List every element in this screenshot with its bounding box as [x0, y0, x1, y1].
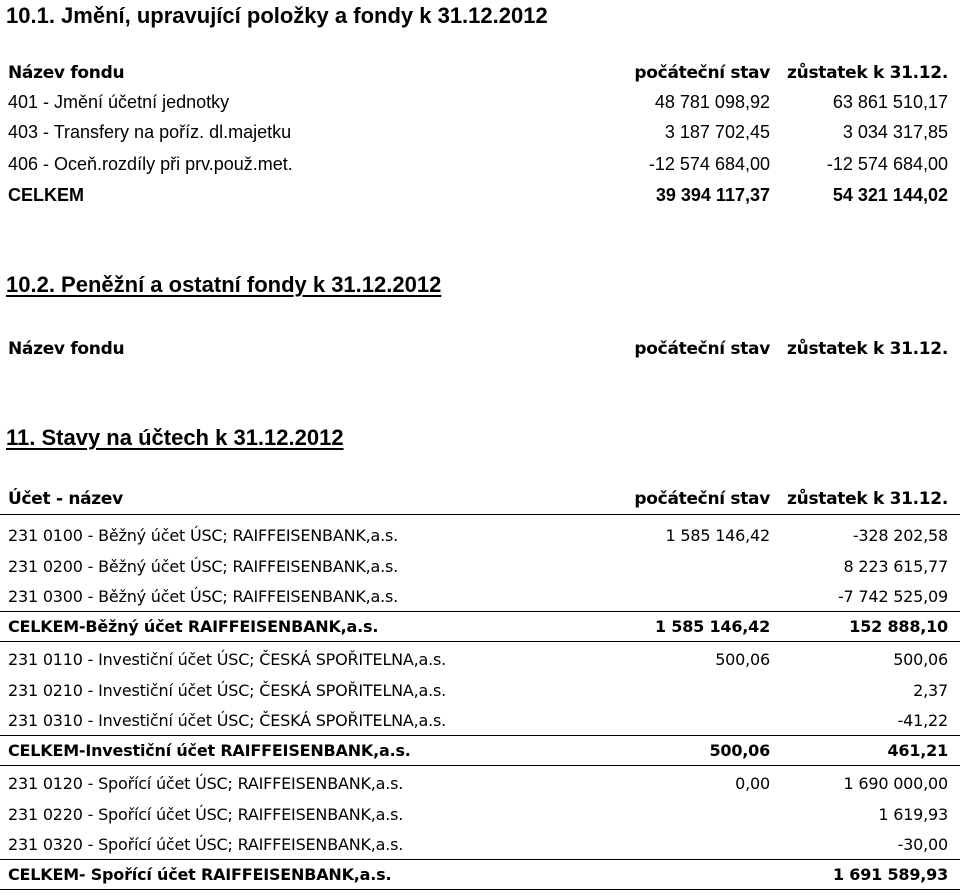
account-name: 231 0300 - Běžný účet ÚSC; RAIFFEISENBANK,a.s. [8, 587, 399, 606]
table-row [0, 552, 960, 581]
row-start-value: 48 781 098,92 [654, 92, 770, 112]
account-end-value: -328 202,58 [852, 526, 948, 545]
table-row [0, 769, 960, 798]
subtotal-row [0, 859, 960, 890]
section-title-11: 11. Stavy na účtech k 31.12.2012 [6, 425, 344, 450]
subtotal-end-value: 1 691 589,93 [832, 865, 948, 884]
subtotal-label: CELKEM-Investiční účet RAIFFEISENBANK,a.s. [8, 741, 411, 760]
account-name: 231 0320 - Spořící účet ÚSC; RAIFFEISENBANK,a.s. [8, 835, 404, 854]
subtotal-start-value: 1 585 146,42 [654, 617, 770, 636]
row-name: 403 - Transfery na poříz. dl.majetku [8, 122, 292, 142]
account-end-value: 8 223 615,77 [843, 557, 948, 576]
subtotal-end-value: 461,21 [887, 741, 948, 760]
subtotal-start-value: 500,06 [709, 741, 770, 760]
column-header-start: počáteční stav [634, 489, 770, 509]
account-name: 231 0100 - Běžný účet ÚSC; RAIFFEISENBANK,a.s. [8, 526, 399, 545]
account-name: 231 0110 - Investiční účet ÚSC; ČESKÁ SPOŘITELNA,a.s. [8, 650, 447, 669]
account-start-value: 0,00 [735, 774, 770, 793]
column-header-end: zůstatek k 31.12. [787, 339, 948, 359]
table-row [0, 118, 960, 147]
account-end-value: 1 619,93 [878, 805, 948, 824]
account-end-value: 1 690 000,00 [843, 774, 948, 793]
subtotal-end-value: 152 888,10 [849, 617, 948, 636]
table-header [0, 485, 960, 515]
row-end-value: -12 574 684,00 [826, 154, 948, 174]
section-title-10-1: 10.1. Jmění, upravující položky a fondy k 31.12.2012 [6, 3, 548, 28]
total-row [0, 181, 960, 210]
table-row [0, 150, 960, 179]
account-end-value: 500,06 [893, 650, 948, 669]
table-row [0, 521, 960, 550]
account-name: 231 0200 - Běžný účet ÚSC; RAIFFEISENBANK,a.s. [8, 557, 399, 576]
column-header-end: zůstatek k 31.12. [787, 63, 948, 83]
row-start-value: 3 187 702,45 [664, 122, 770, 142]
account-end-value: 2,37 [913, 681, 948, 700]
account-name: 231 0310 - Investiční účet ÚSC; ČESKÁ SPOŘITELNA,a.s. [8, 711, 447, 730]
column-header-name: Název fondu [8, 339, 125, 359]
account-end-value: -41,22 [897, 711, 948, 730]
account-name: 231 0220 - Spořící účet ÚSC; RAIFFEISENBANK,a.s. [8, 805, 404, 824]
account-name: 231 0120 - Spořící účet ÚSC; RAIFFEISENBANK,a.s. [8, 774, 404, 793]
account-end-value: -7 742 525,09 [837, 587, 948, 606]
table-row [0, 800, 960, 829]
column-header-start: počáteční stav [634, 63, 770, 83]
column-header-name: Účet - název [8, 489, 123, 509]
table-header [0, 59, 960, 88]
subtotal-row [0, 611, 960, 642]
account-start-value: 1 585 146,42 [665, 526, 770, 545]
column-header-end: zůstatek k 31.12. [787, 489, 948, 509]
row-name: 406 - Oceň.rozdíly při prv.použ.met. [8, 154, 293, 174]
total-end-value: 54 321 144,02 [832, 185, 948, 205]
column-header-name: Název fondu [8, 63, 125, 83]
column-header-start: počáteční stav [634, 339, 770, 359]
account-name: 231 0210 - Investiční účet ÚSC; ČESKÁ SPOŘITELNA,a.s. [8, 681, 447, 700]
row-name: 401 - Jmění účetní jednotky [8, 92, 230, 112]
row-end-value: 63 861 510,17 [832, 92, 948, 112]
total-start-value: 39 394 117,37 [655, 185, 770, 205]
table-row [0, 676, 960, 705]
total-label: CELKEM [8, 185, 84, 205]
account-end-value: -30,00 [897, 835, 948, 854]
table-header [0, 335, 960, 364]
table-row [0, 830, 960, 859]
account-start-value: 500,06 [715, 650, 770, 669]
row-end-value: 3 034 317,85 [842, 122, 948, 142]
subtotal-label: CELKEM- Spořící účet RAIFFEISENBANK,a.s. [8, 865, 392, 884]
table-row [0, 706, 960, 735]
subtotal-row [0, 735, 960, 766]
table-row [0, 582, 960, 611]
table-row [0, 88, 960, 117]
row-start-value: -12 574 684,00 [648, 154, 770, 174]
section-title-10-2: 10.2. Peněžní a ostatní fondy k 31.12.2012 [6, 272, 442, 297]
table-row [0, 645, 960, 674]
subtotal-label: CELKEM-Běžný účet RAIFFEISENBANK,a.s. [8, 617, 379, 636]
